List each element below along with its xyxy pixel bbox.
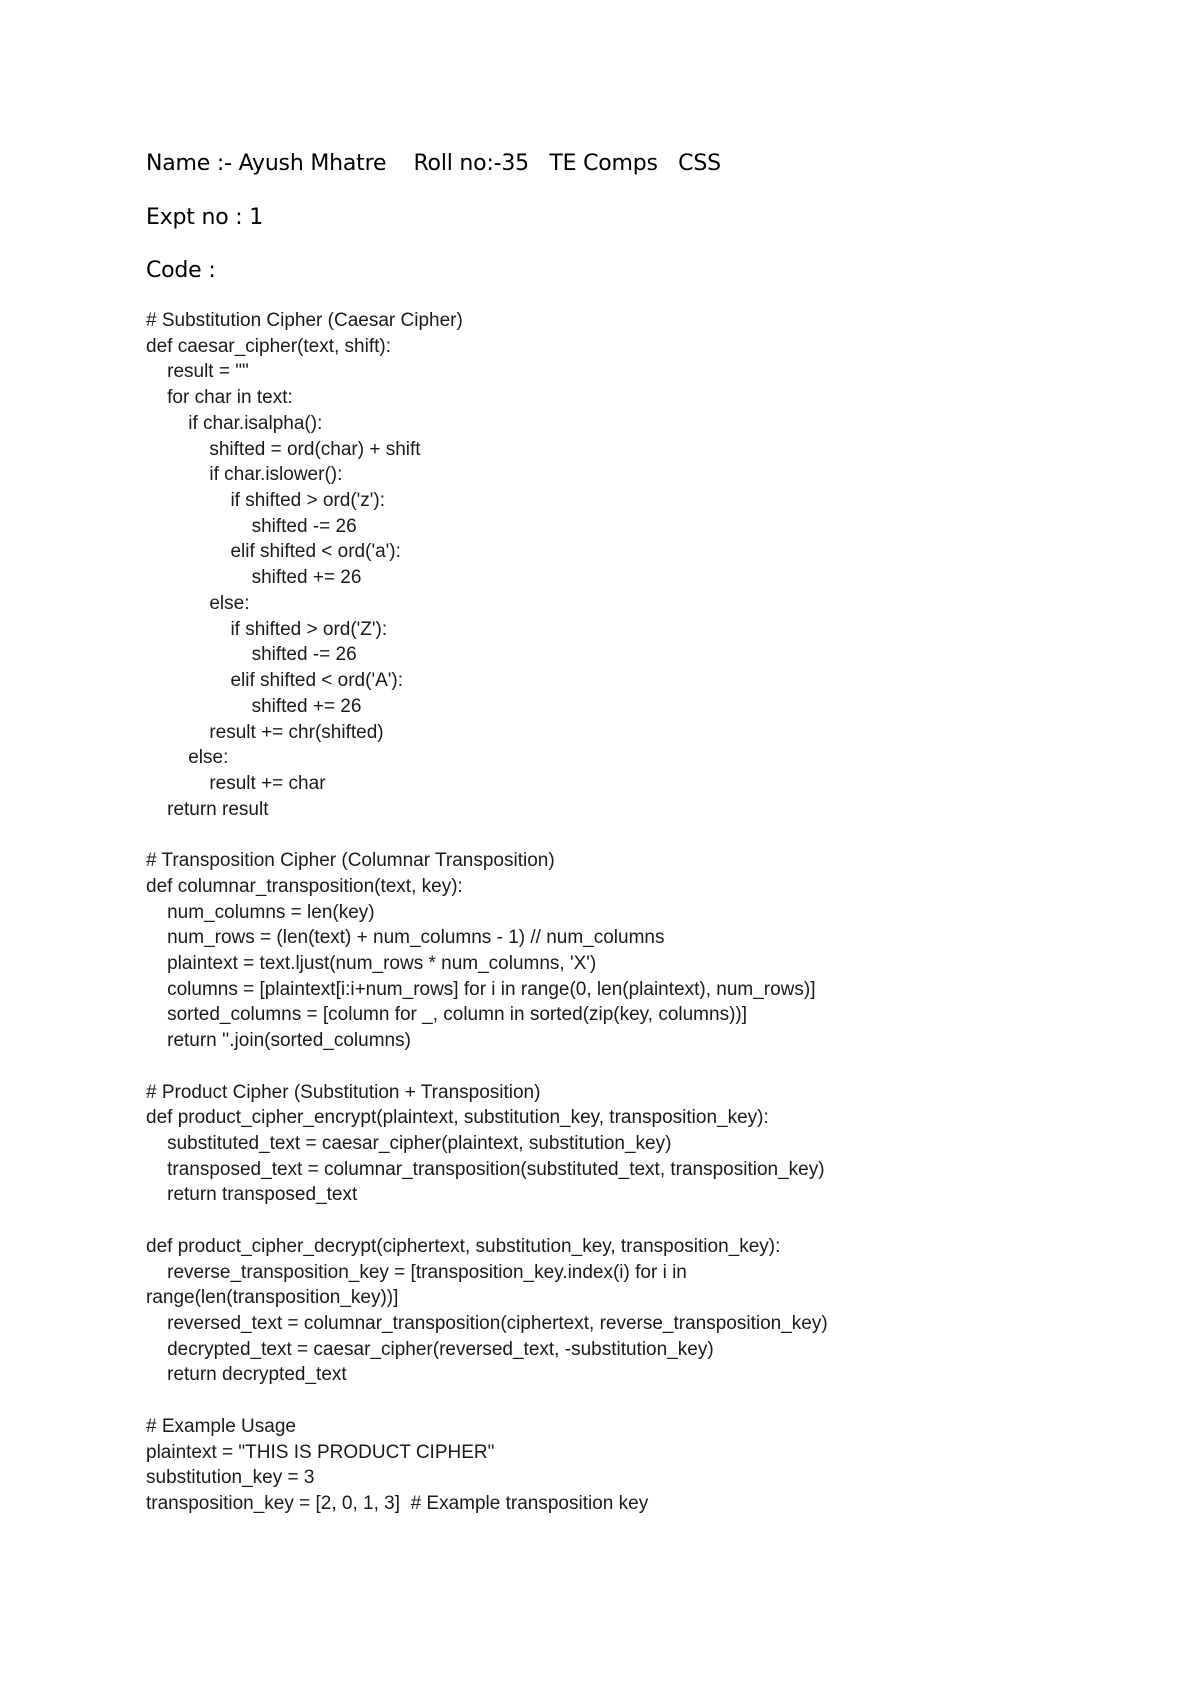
code-line: transposition_key = [2, 0, 1, 3] # Example transposition key xyxy=(146,1493,649,1515)
code-line: # Substitution Cipher (Caesar Cipher) xyxy=(146,310,463,331)
code-line: if char.isalpha(): xyxy=(146,412,323,434)
code-line: def product_cipher_decrypt(ciphertext, substitution_key, transposition_key): xyxy=(146,1235,781,1257)
code-line: return ''.join(sorted_columns) xyxy=(146,1030,411,1052)
code-line: shifted += 26 xyxy=(146,567,362,589)
code-line: shifted = ord(char) + shift xyxy=(146,438,421,460)
code-blank-line xyxy=(146,822,1146,848)
code-line: def caesar_cipher(text, shift): xyxy=(146,335,391,357)
code-line: return transposed_text xyxy=(146,1184,358,1206)
code-blank-line xyxy=(146,1388,1146,1414)
code-line: def columnar_transposition(text, key): xyxy=(146,875,463,897)
code-line: num_columns = len(key) xyxy=(146,901,375,923)
code-blank-line xyxy=(146,1054,1146,1080)
code-line: reverse_transposition_key = [transposition_key.index(i) for i in xyxy=(146,1261,687,1283)
code-line: return result xyxy=(146,798,269,820)
code-line: # Product Cipher (Substitution + Transposition) xyxy=(146,1081,541,1103)
code-line: else: xyxy=(146,592,250,614)
code-line: transposed_text = columnar_transposition(substituted_text, transposition_key) xyxy=(146,1158,825,1180)
code-block xyxy=(146,308,1146,1517)
code-line: for char in text: xyxy=(146,387,293,409)
code-line: num_rows = (len(text) + num_columns - 1) // num_columns xyxy=(146,927,665,949)
code-line: reversed_text = columnar_transposition(ciphertext, reverse_transposition_key) xyxy=(146,1313,828,1335)
code-line: result += char xyxy=(146,772,326,794)
code-blank-line xyxy=(146,1208,1146,1234)
code-line: shifted -= 26 xyxy=(146,515,357,537)
code-line: result += chr(shifted) xyxy=(146,721,384,743)
code-line: result = "" xyxy=(146,361,249,383)
code-line: range(len(transposition_key))] xyxy=(146,1287,399,1309)
code-line: # Transposition Cipher (Columnar Transposition) xyxy=(146,850,555,872)
code-line: if shifted > ord('z'): xyxy=(146,490,386,512)
code-line: if char.islower(): xyxy=(146,464,343,486)
experiment-number-line: Expt no : 1 xyxy=(146,205,264,230)
code-line: elif shifted < ord('A'): xyxy=(146,670,403,692)
code-line: elif shifted < ord('a'): xyxy=(146,541,401,563)
code-line: plaintext = text.ljust(num_rows * num_columns, 'X') xyxy=(146,952,597,974)
code-line: # Example Usage xyxy=(146,1415,296,1437)
code-line: else: xyxy=(146,747,229,769)
code-line: def product_cipher_encrypt(plaintext, substitution_key, transposition_key): xyxy=(146,1107,769,1129)
code-line: if shifted > ord('Z'): xyxy=(146,618,388,640)
code-line: shifted -= 26 xyxy=(146,644,357,666)
student-info-line: Name :- Ayush Mhatre Roll no:-35 TE Comps CSS xyxy=(146,151,721,176)
code-line: substitution_key = 3 xyxy=(146,1467,315,1489)
code-line: columns = [plaintext[i:i+num_rows] for i in range(0, len(plaintext), num_rows)] xyxy=(146,978,816,1000)
code-line: sorted_columns = [column for _, column in sorted(zip(key, columns))] xyxy=(146,1004,748,1026)
code-line: return decrypted_text xyxy=(146,1364,347,1386)
code-line: shifted += 26 xyxy=(146,695,362,717)
code-line: plaintext = "THIS IS PRODUCT CIPHER" xyxy=(146,1441,495,1463)
code-line: decrypted_text = caesar_cipher(reversed_text, -substitution_key) xyxy=(146,1338,714,1360)
code-heading: Code : xyxy=(146,258,216,283)
code-line: substituted_text = caesar_cipher(plaintext, substitution_key) xyxy=(146,1133,672,1154)
